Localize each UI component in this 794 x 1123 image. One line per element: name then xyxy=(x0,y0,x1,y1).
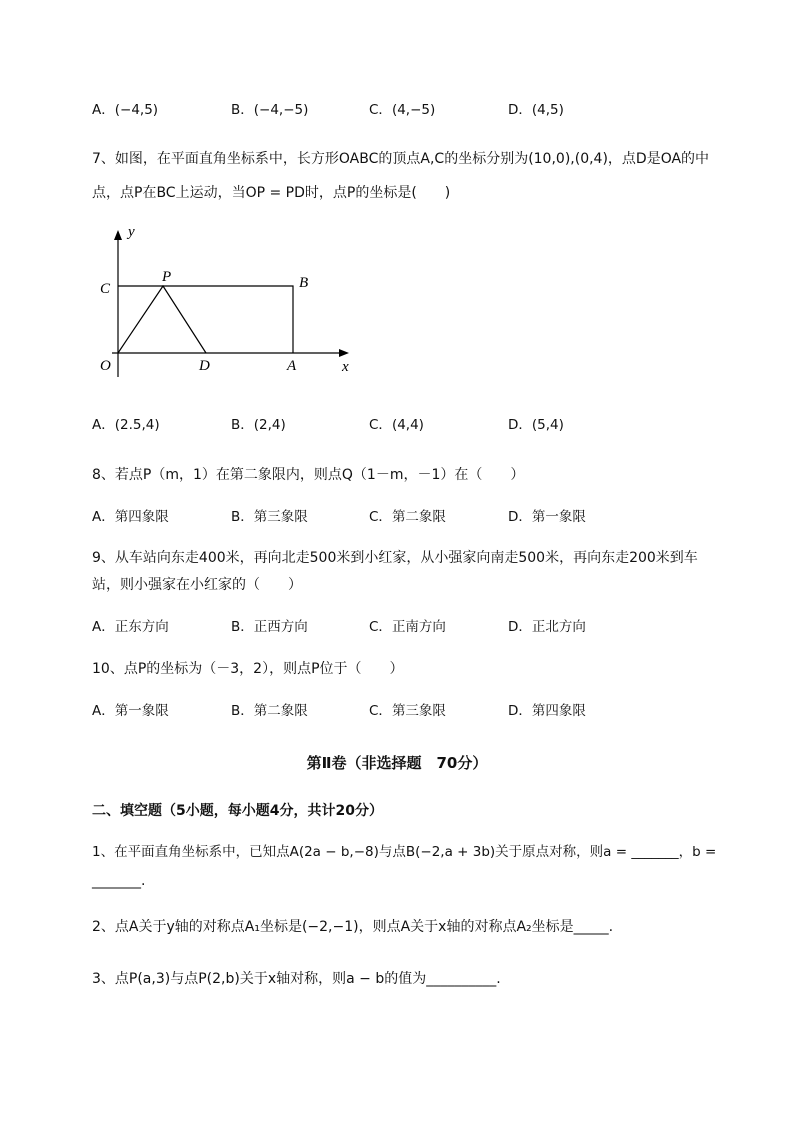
x-axis-arrow xyxy=(339,349,349,357)
fill-q2: 2、点A关于y轴的对称点A₁坐标是(−2,−1)，则点A关于x轴的对称点A₂坐标是_____. xyxy=(92,919,614,935)
fill-q1-line2: _______. xyxy=(92,873,146,889)
option-text: 正西方向 xyxy=(253,619,308,635)
option-text: 正南方向 xyxy=(391,619,446,635)
q7-option-c: C．(4,4) xyxy=(369,417,424,433)
option-text: 第二象限 xyxy=(253,703,308,719)
option-text: 第三象限 xyxy=(253,509,308,525)
y-axis-arrow xyxy=(114,230,122,240)
option-text: (2,4) xyxy=(253,417,286,433)
q7-option-d: D．(5,4) xyxy=(508,417,564,433)
q9-stem-line2: 站，则小强家在小红家的（ ） xyxy=(92,577,302,593)
fill-q3: 3、点P(a,3)与点P(2,b)关于x轴对称，则a − b的值为__________. xyxy=(92,971,501,987)
q10-option-b: B．第二象限 xyxy=(231,703,308,719)
label-p: P xyxy=(162,269,172,285)
option-text: 第四象限 xyxy=(531,703,586,719)
q7-stem-line2: 点，点P在BC上运动，当OP = PD时，点P的坐标是( ) xyxy=(92,185,451,201)
q10-option-c: C．第三象限 xyxy=(369,703,446,719)
rectangle-oabc xyxy=(118,286,293,353)
option-text: 正东方向 xyxy=(114,619,169,635)
fill-q1-line1: 1、在平面直角坐标系中，已知点A(2a − b,−8)与点B(−2,a + 3b)关于原点对称，则a = _______，b = xyxy=(92,844,717,860)
option-text: (−4,5) xyxy=(114,102,159,118)
option-text: 第一象限 xyxy=(114,703,169,719)
q8-option-d: D．第一象限 xyxy=(508,509,586,525)
q7-stem-line1: 7、如图，在平面直角坐标系中，长方形OABC的顶点A,C的坐标分别为(10,0),(0,4)，点D是OA的中 xyxy=(92,151,710,167)
label-a: A xyxy=(287,358,297,374)
option-text: (4,5) xyxy=(531,102,564,118)
q9-stem-line1: 9、从车站向东走400米，再向北走500米到小红家，从小强家向南走500米，再向东走200米到车 xyxy=(92,550,698,566)
q9-option-b: B．正西方向 xyxy=(231,619,308,635)
option-text: (−4,−5) xyxy=(253,102,309,118)
q6-option-c: C．(4,−5) xyxy=(369,102,436,118)
q7-option-b: B．(2,4) xyxy=(231,417,286,433)
q8-option-a: A．第四象限 xyxy=(92,509,169,525)
q10-option-a: A．第一象限 xyxy=(92,703,169,719)
option-text: 第二象限 xyxy=(391,509,446,525)
section-heading: 二、填空题（5小题，每小题4分，共计20分） xyxy=(92,803,383,819)
option-text: 正北方向 xyxy=(531,619,586,635)
label-b: B xyxy=(299,275,309,291)
option-text: 第四象限 xyxy=(114,509,169,525)
q9-option-a: A．正东方向 xyxy=(92,619,169,635)
label-o: O xyxy=(100,358,111,374)
q9-option-d: D．正北方向 xyxy=(508,619,586,635)
q8-stem: 8、若点P（m，1）在第二象限内，则点Q（1－m，－1）在（ ） xyxy=(92,467,525,483)
q6-option-a: A．(−4,5) xyxy=(92,102,159,118)
q10-stem: 10、点P的坐标为（－3，2），则点P位于（ ） xyxy=(92,661,404,677)
q7-figure xyxy=(90,222,370,382)
option-text: (5,4) xyxy=(531,417,564,433)
q6-option-d: D．(4,5) xyxy=(508,102,564,118)
q7-option-a: A．(2.5,4) xyxy=(92,417,160,433)
q10-option-d: D．第四象限 xyxy=(508,703,586,719)
section-title: 第Ⅱ卷（非选择题 70分） xyxy=(306,754,488,772)
label-d: D xyxy=(199,358,210,374)
label-x: x xyxy=(342,359,349,375)
option-text: (4,4) xyxy=(391,417,424,433)
option-text: (2.5,4) xyxy=(114,417,160,433)
label-c: C xyxy=(100,281,111,297)
option-text: 第三象限 xyxy=(391,703,446,719)
label-y: y xyxy=(128,224,135,240)
q8-option-b: B．第三象限 xyxy=(231,509,308,525)
q8-option-c: C．第二象限 xyxy=(369,509,446,525)
q9-option-c: C．正南方向 xyxy=(369,619,446,635)
q6-option-b: B．(−4,−5) xyxy=(231,102,309,118)
option-text: 第一象限 xyxy=(531,509,586,525)
triangle-opd xyxy=(118,286,206,353)
option-text: (4,−5) xyxy=(391,102,436,118)
